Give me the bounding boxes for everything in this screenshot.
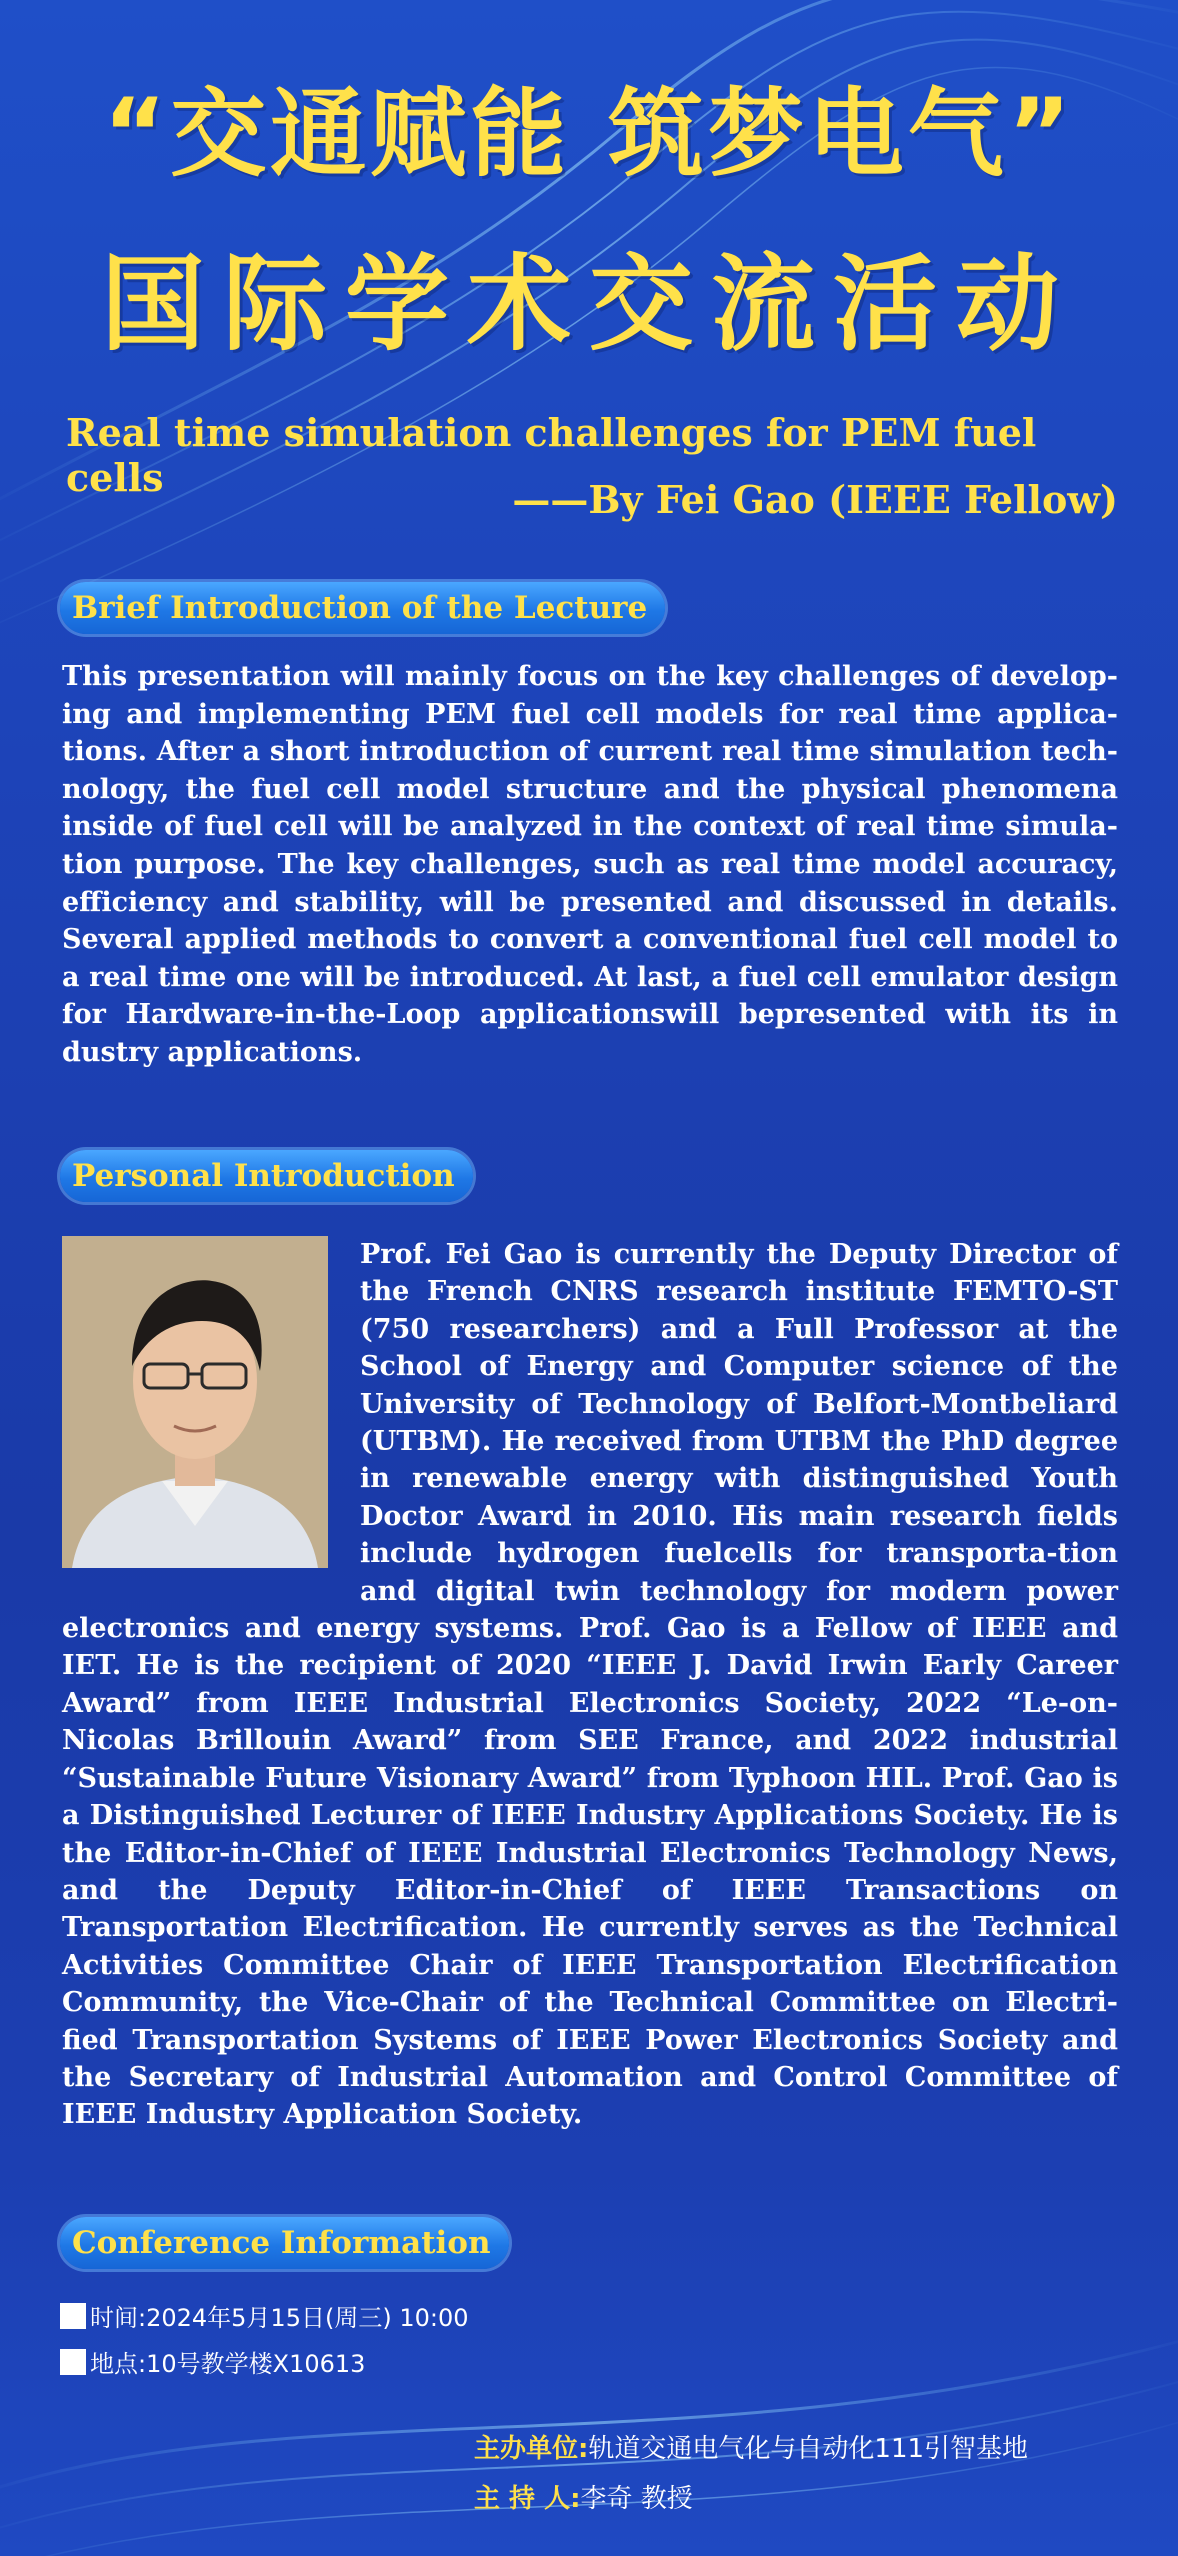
host-label: 主办单位: xyxy=(474,2434,589,2464)
speaker-line: ——By Fei Gao (IEEE Fellow) xyxy=(512,477,1118,522)
lecture-description: This presentation will mainly focus on the key challenges of develop-ing and implementing PEM fuel cell models for real time applica-tions. After a short introduction of current real time simulation tech-nology, the fuel cell model structure and the physical phenomena inside of fuel cell will be analyzed in the context of real time simula-tion purpose. The key challenges, such as real time model accuracy, efficiency and stability, will be presented and discussed in details. Several applied methods to convert a conventional fuel cell model to a real time one will be introduced. At last, a fuel cell emulator design for Hardware-in-the-Loop applicationswill bepresented with its in dustry applications. xyxy=(62,661,1118,1068)
host-organization xyxy=(474,2428,1028,2465)
personal-introduction xyxy=(62,1236,1118,2134)
conference-time-text: 时间:2024年5月15日(周三) 10:00 xyxy=(90,2304,469,2332)
conference-place xyxy=(60,2344,365,2379)
speaker-biography: Prof. Fei Gao is currently the Deputy Director of the French CNRS research institute FEMTO-ST (750 researchers) and a Full Professor at the School of Energy and Computer science of the University of Technology of Belfort-Montbeliard (UTBM). He received from UTBM the PhD degree in renewable energy with distinguished Youth Doctor Award in 2010. His main research fields include hydrogen fuelcells for transporta-tion and digital twin technology for modern power electronics and energy systems. Prof. Gao is a Fellow of IEEE and IET. He is the recipient of 2020 “IEEE J. David Irwin Early Career Award” from IEEE Industrial Electronics Society, 2022 “Le-on-Nicolas Brillouin Award” from SEE France, and 2022 industrial “Sustainable Future Visionary Award” from Typhoon HIL. Prof. Gao is a Distinguished Lecturer of IEEE Industry Applications Society. He is the Editor-in-Chief of IEEE Industrial Electronics Technology News, and the Deputy Editor-in-Chief of IEEE Transactions on Transportation Electrification. He currently serves as the Technical Activities Committee Chair of IEEE Transportation Electrification Community, the Vice-Chair of the Technical Committee on Electri-fied Transportation Systems of IEEE Power Electronics Society and the Secretary of Industrial Automation and Control Committee of IEEE Industry Application Society. xyxy=(62,1239,1118,2131)
bullet-square-icon xyxy=(60,2303,86,2329)
bullet-square-icon xyxy=(60,2349,86,2375)
moderator-label: 主 持 人: xyxy=(474,2484,581,2514)
speaker-photo xyxy=(62,1236,328,1568)
talk-title: Real time simulation challenges for PEM fuel cells xyxy=(66,410,1037,500)
poster-title-line-1: “交通赋能 筑梦电气” xyxy=(103,78,1075,190)
host-value: 轨道交通电气化与自动化111引智基地 xyxy=(588,2434,1029,2464)
poster-title-line-2: 国际学术交流活动 xyxy=(100,243,1077,365)
moderator xyxy=(474,2478,693,2515)
lecture-section-heading: Brief Introduction of the Lecture xyxy=(60,582,665,634)
moderator-value: 李奇 教授 xyxy=(580,2484,693,2514)
conference-section-heading: Conference Information xyxy=(60,2217,509,2269)
conference-place-text: 地点:10号教学楼X10613 xyxy=(90,2350,366,2378)
conference-time xyxy=(60,2298,469,2333)
personal-section-heading: Personal Introduction xyxy=(60,1150,473,1202)
